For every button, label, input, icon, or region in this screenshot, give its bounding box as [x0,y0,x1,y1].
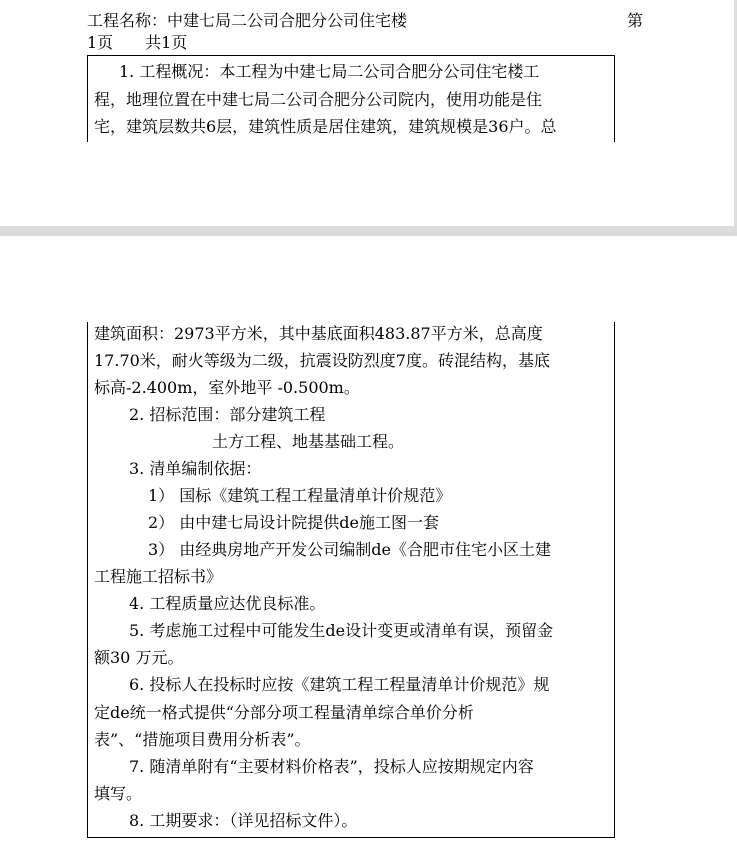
text-line: 17.70米，耐火等级为二级，抗震设防烈度7度。砖混结构，基底 [94,351,550,370]
text-line: 土方工程、地基基础工程。 [212,432,405,451]
page-number-prefix: 第 [627,11,644,30]
text-line: 程，地理位置在中建七局二公司合肥分公司院内，使用功能是住 [94,90,543,109]
text-line: 3. 清单编制依据： [129,459,262,478]
text-line: 2） 由中建七局设计院提供de施工图一套 [148,513,439,532]
text-line: 标高-2.400m，室外地平 -0.500m。 [94,378,360,397]
text-line: 1. 工程概况：本工程为中建七局二公司合肥分公司住宅楼工 [119,62,540,81]
document-page-1 [0,0,737,226]
text-line: 填写。 [94,784,143,803]
text-line: 3） 由经典房地产开发公司编制de《合肥市住宅小区土建 [148,540,551,559]
text-line: 4. 工程质量应达优良标准。 [129,594,326,613]
project-name-header: 工程名称：中建七局二公司合肥分公司住宅楼 [87,11,408,30]
text-line: 2. 招标范围：部分建筑工程 [129,405,326,424]
text-line: 工程施工招标书》 [94,567,223,586]
text-line: 建筑面积：2973平方米，其中基底面积483.87平方米，总高度 [94,324,543,343]
text-line: 7. 随清单附有“主要材料价格表”，投标人应按期规定内容 [129,757,534,776]
text-line: 1） 国标《建筑工程工程量清单计价规范》 [148,486,452,505]
page-count-info: 1页 共1页 [87,33,188,52]
text-line: 额30 万元。 [94,648,184,667]
page-separator [0,226,737,236]
text-line: 表”、“措施项目费用分析表”。 [94,730,311,749]
text-line: 6. 投标人在投标时应按《建筑工程工程量清单计价规范》规 [129,675,550,694]
text-line: 宅，建筑层数共6层，建筑性质是居住建筑，建筑规模是36户。总 [94,117,557,136]
text-line: 定de统一格式提供“分部分项工程量清单综合单价分析 [94,703,474,722]
text-line: 5. 考虑施工过程中可能发生de设计变更或清单有误，预留金 [129,621,554,640]
text-line: 8. 工期要求：（详见招标文件）。 [129,811,358,830]
